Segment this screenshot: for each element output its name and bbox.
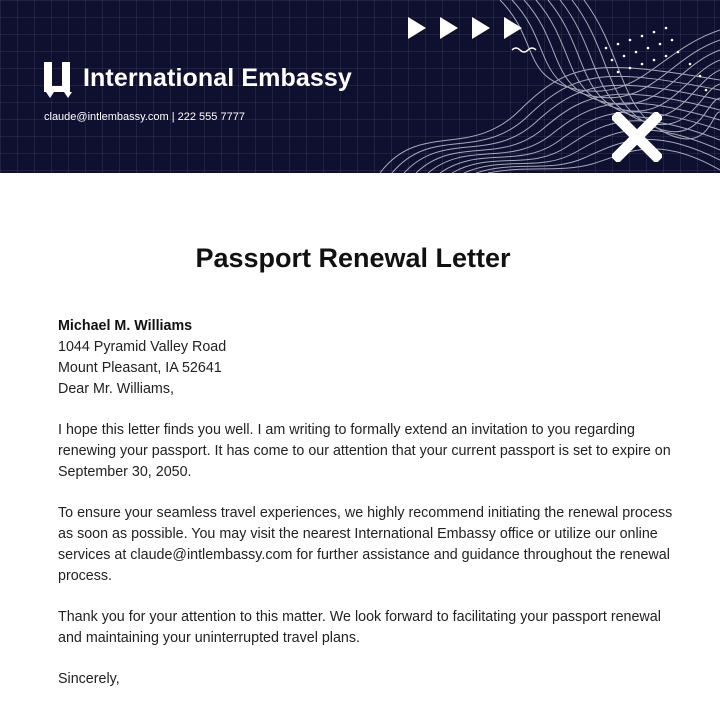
- play-triangles-icon: [408, 17, 524, 39]
- paragraph-2: To ensure your seamless travel experiences, we highly recommend initiating the renewal process as soon as possible. You may visit the nearest International Embassy office or utilize our online services at claude@intlembassy.com for further assistance and guidance throughout the renewal process.: [58, 505, 673, 584]
- closing: Sincerely,: [58, 671, 120, 687]
- contact-info: claude@intlembassy.com | 222 555 7777: [44, 111, 245, 123]
- paragraph-3: Thank you for your attention to this matter. We look forward to facilitating your passport renewal and maintaining your uninterrupted travel plans.: [58, 609, 661, 646]
- salutation: Dear Mr. Williams,: [58, 381, 174, 397]
- recipient-street: 1044 Pyramid Valley Road: [58, 339, 227, 355]
- letterhead-banner: [0, 0, 720, 173]
- cross-icon: [612, 112, 662, 162]
- letter-body: [58, 316, 678, 690]
- recipient-name: Michael M. Williams: [58, 318, 193, 334]
- embassy-logo-icon: [44, 62, 74, 98]
- paragraph-1: I hope this letter finds you well. I am writing to formally extend an invitation to you regarding renewing your passport. It has come to our attention that your current passport is set to expire on September 30, 2050.: [58, 422, 671, 480]
- organization-name: International Embassy: [83, 64, 352, 92]
- recipient-city: Mount Pleasant, IA 52641: [58, 360, 222, 376]
- letter-title: Passport Renewal Letter: [195, 243, 511, 273]
